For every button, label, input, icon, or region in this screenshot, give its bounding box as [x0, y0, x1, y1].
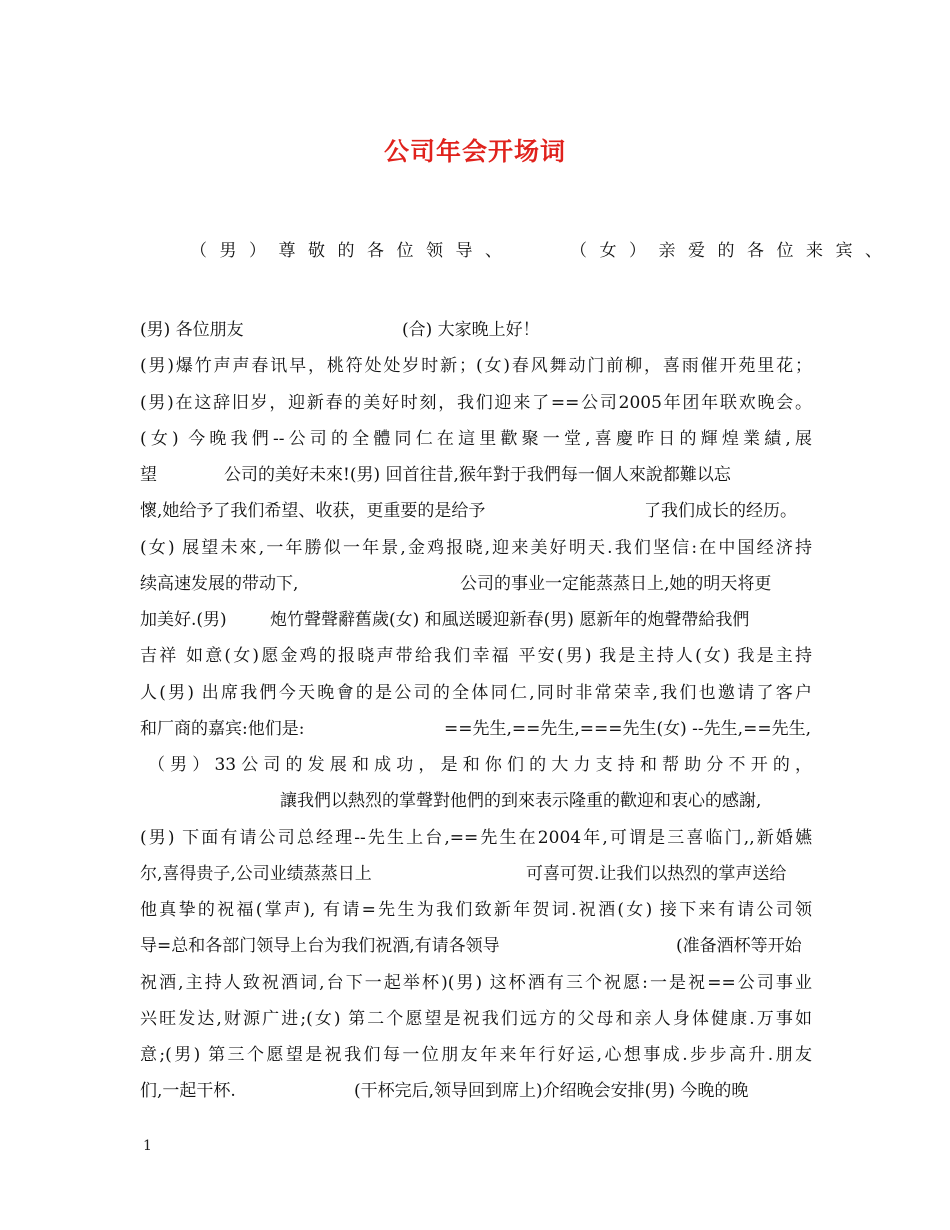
- text-segment: 和厂商的嘉宾:他们是:: [140, 719, 305, 739]
- text-segment: (准备酒杯等开始: [676, 936, 802, 956]
- text-line: 祝酒,主持人致祝酒词,台下一起举杯)(男) 这杯酒有三个祝愿:一是祝==公司事业: [140, 973, 812, 993]
- text-segment: 加美好.(男): [140, 610, 227, 630]
- text-segment: 们,一起干杯.: [140, 1081, 236, 1101]
- text-segment: 了我们成长的经历。: [644, 501, 797, 521]
- text-line: (男)爆竹声声春讯早，桃符处处岁时新；(女)春风舞动门前柳，喜雨催开苑里花；: [140, 356, 812, 376]
- text-line: [140, 860, 812, 888]
- text-line: [140, 497, 812, 525]
- text-line: [140, 461, 812, 489]
- page-number: 1: [143, 1138, 152, 1154]
- text-line: [140, 1077, 812, 1105]
- text-segment: 导=总和各部门领导上台为我们祝酒,有请各领导: [140, 936, 500, 956]
- text-segment: 尔,喜得贵子,公司业绩蒸蒸日上: [140, 864, 372, 884]
- text-segment: (合) 大家晚上好！: [402, 320, 540, 340]
- text-line: 意;(男) 第三个愿望是祝我们每一位朋友年来年行好运,心想事成.步步高升.朋友: [140, 1045, 812, 1065]
- text-line: [140, 606, 812, 634]
- text-line: 讓我們以熱烈的掌聲對他們的到來表示隆重的歡迎和衷心的感謝,: [280, 791, 762, 811]
- text-segment: (男) 各位朋友: [140, 320, 244, 340]
- text-line: (男)在这辞旧岁，迎新春的美好时刻，我们迎来了==公司2005年团年联欢晚会。: [140, 393, 812, 413]
- text-line: [140, 715, 812, 743]
- text-line: (男) 下面有请公司总经理--先生上台,==先生在2004年,可谓是三喜临门,,新婚嬿: [140, 828, 812, 848]
- text-segment: 望: [140, 465, 157, 485]
- text-line: (女) 展望未來,一年勝似一年景,金鸡报晓,迎来美好明天.我们坚信:在中国经济持: [140, 538, 812, 558]
- intro-greeting-female: （女）亲爱的各位来宾、: [570, 241, 895, 261]
- text-line: [140, 932, 812, 960]
- text-line: [140, 570, 812, 598]
- text-segment: 公司的事业一定能蒸蒸日上,她的明天将更: [460, 574, 772, 594]
- text-segment: 炮竹聲聲辭舊歲(女) 和風送暖迎新春(男) 愿新年的炮聲帶給我們: [270, 610, 750, 630]
- text-segment: 可喜可贺.让我们以热烈的掌声送给: [526, 864, 787, 884]
- text-line: 吉祥 如意(女)愿金鸡的报晓声带给我们幸福 平安(男) 我是主持人(女) 我是主持: [140, 646, 812, 666]
- page-title: 公司年会开场词: [383, 137, 566, 166]
- text-segment: 续高速发展的带动下,: [140, 574, 299, 594]
- text-line: 兴旺发达,财源广进;(女) 第二个愿望是祝我们远方的父母和亲人身体健康.万事如: [140, 1009, 812, 1029]
- text-segment: ==先生,==先生,===先生(女) --先生,==先生,: [444, 719, 811, 739]
- text-line: 他真挚的祝福(掌声), 有请=先生为我们致新年贺词.祝酒(女) 接下来有请公司领: [140, 900, 812, 920]
- intro-greeting-male: （男）尊敬的各位领导、: [190, 241, 515, 261]
- text-line: 人(男) 出席我們今天晚會的是公司的全体同仁,同时非常荣幸,我们也邀请了客户: [140, 683, 812, 703]
- text-segment: 懷,她给予了我们希望、收获，更重要的是给予: [140, 501, 486, 521]
- text-line: (女) 今晚我們--公司的全體同仁在這里歡聚一堂,喜慶昨日的輝煌業績,展: [140, 429, 812, 449]
- text-line: [140, 316, 840, 344]
- text-line: （男）33公司的发展和成功，是和你们的大力支持和帮助分不开的，: [148, 755, 812, 775]
- text-segment: (干杯完后,领导回到席上)介绍晚会安排(男) 今晚的晚: [354, 1081, 749, 1101]
- text-segment: 公司的美好未來!(男) 回首往昔,猴年對于我們每一個人來說都難以忘: [224, 465, 731, 485]
